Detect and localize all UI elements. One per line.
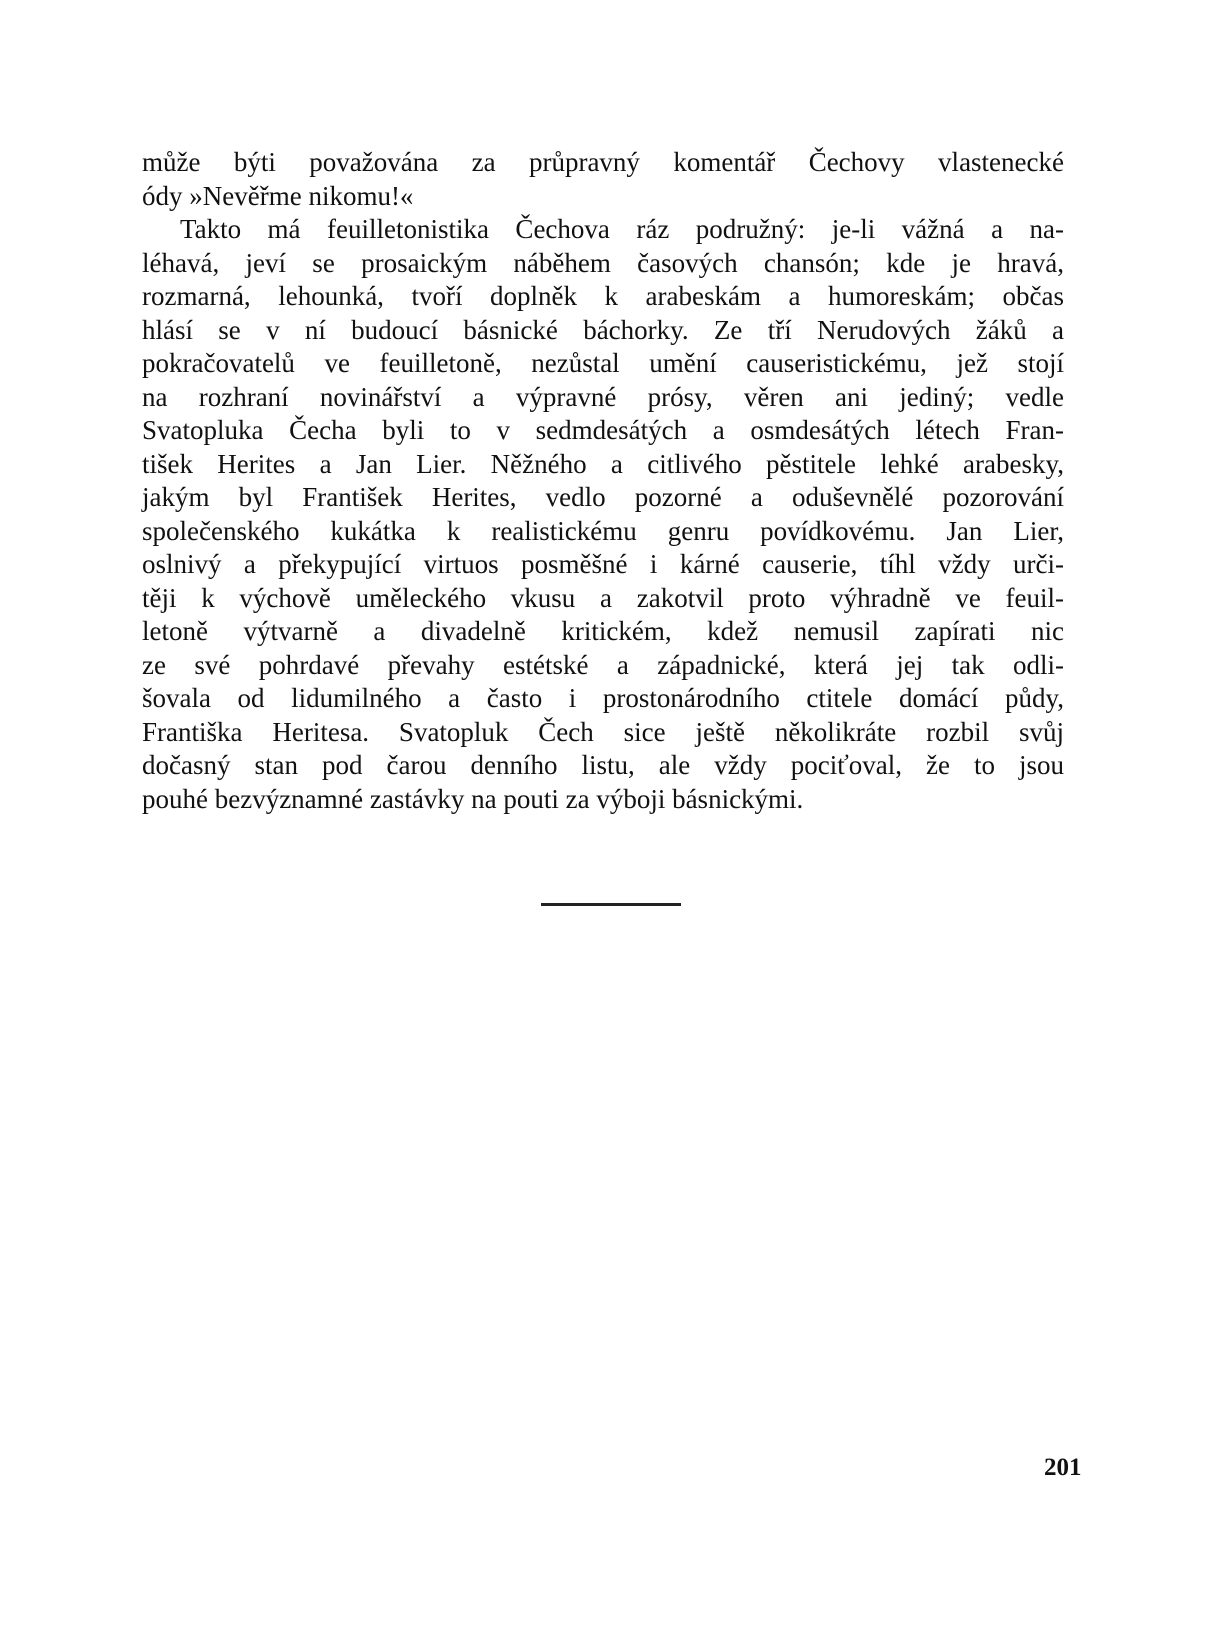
paragraph bbox=[142, 213, 1064, 816]
body-text bbox=[142, 146, 1064, 816]
section-divider bbox=[541, 903, 681, 906]
text-line: léhavá, jeví se prosaickým náběhem časových chansón; kde je hravá, bbox=[142, 247, 1064, 278]
text-line: pokračovatelů ve feuilletoně, nezůstal umění causeristickému, jež stojí bbox=[142, 348, 1064, 378]
text-line: jakým byl František Herites, vedlo pozorné a oduševnělé pozorování bbox=[142, 482, 1064, 512]
paragraph-continuation bbox=[142, 146, 1064, 213]
text-line: Františka Heritesa. Svatopluk Čech sice ještě několikráte rozbil svůj bbox=[142, 716, 1064, 747]
page-number: 201 bbox=[1044, 1454, 1082, 1481]
text-line: dočasný stan pod čarou denního listu, ale vždy pociťoval, že to jsou bbox=[142, 750, 1064, 780]
text-line: těji k výchově uměleckého vkusu a zakotvil proto výhradně ve feuil- bbox=[142, 582, 1064, 613]
text-line: na rozhraní novinářství a výpravné prósy, věren ani jediný; vedle bbox=[142, 381, 1064, 412]
text-line: šovala od lidumilného a často i prostonárodního ctitele domácí půdy, bbox=[142, 683, 1064, 713]
text-line: hlásí se v ní budoucí básnické báchorky. Ze tří Nerudových žáků a bbox=[142, 314, 1064, 345]
text-line: Takto má feuilletonistika Čechova ráz podružný: je-li vážná a na- bbox=[180, 214, 1064, 244]
text-line: Svatopluka Čecha byli to v sedmdesátých a osmdesátých létech Fran- bbox=[142, 415, 1064, 445]
text-line: letoně výtvarně a divadelně kritickém, kdež nemusil zapírati nic bbox=[142, 616, 1064, 646]
text-line: ze své pohrdavé převahy estétské a západnické, která jej tak odli- bbox=[142, 649, 1064, 680]
text-line: rozmarná, lehounká, tvoří doplněk k arabeskám a humoreskám; občas bbox=[142, 281, 1064, 311]
text-line: pouhé bezvýznamné zastávky na pouti za výboji básnickými. bbox=[142, 783, 804, 814]
text-line: tišek Herites a Jan Lier. Něžného a citlivého pěstitele lehké arabesky, bbox=[142, 448, 1064, 479]
text-line: společenského kukátka k realistickému genru povídkovému. Jan Lier, bbox=[142, 515, 1064, 546]
text-line: oslnivý a překypující virtuos posměšné i kárné causerie, tíhl vždy urči- bbox=[142, 549, 1064, 579]
text-line: může býti považována za průpravný komentář Čechovy vlastenecké bbox=[142, 147, 1064, 177]
text-line: ódy »Nevěřme nikomu!« bbox=[142, 180, 414, 211]
